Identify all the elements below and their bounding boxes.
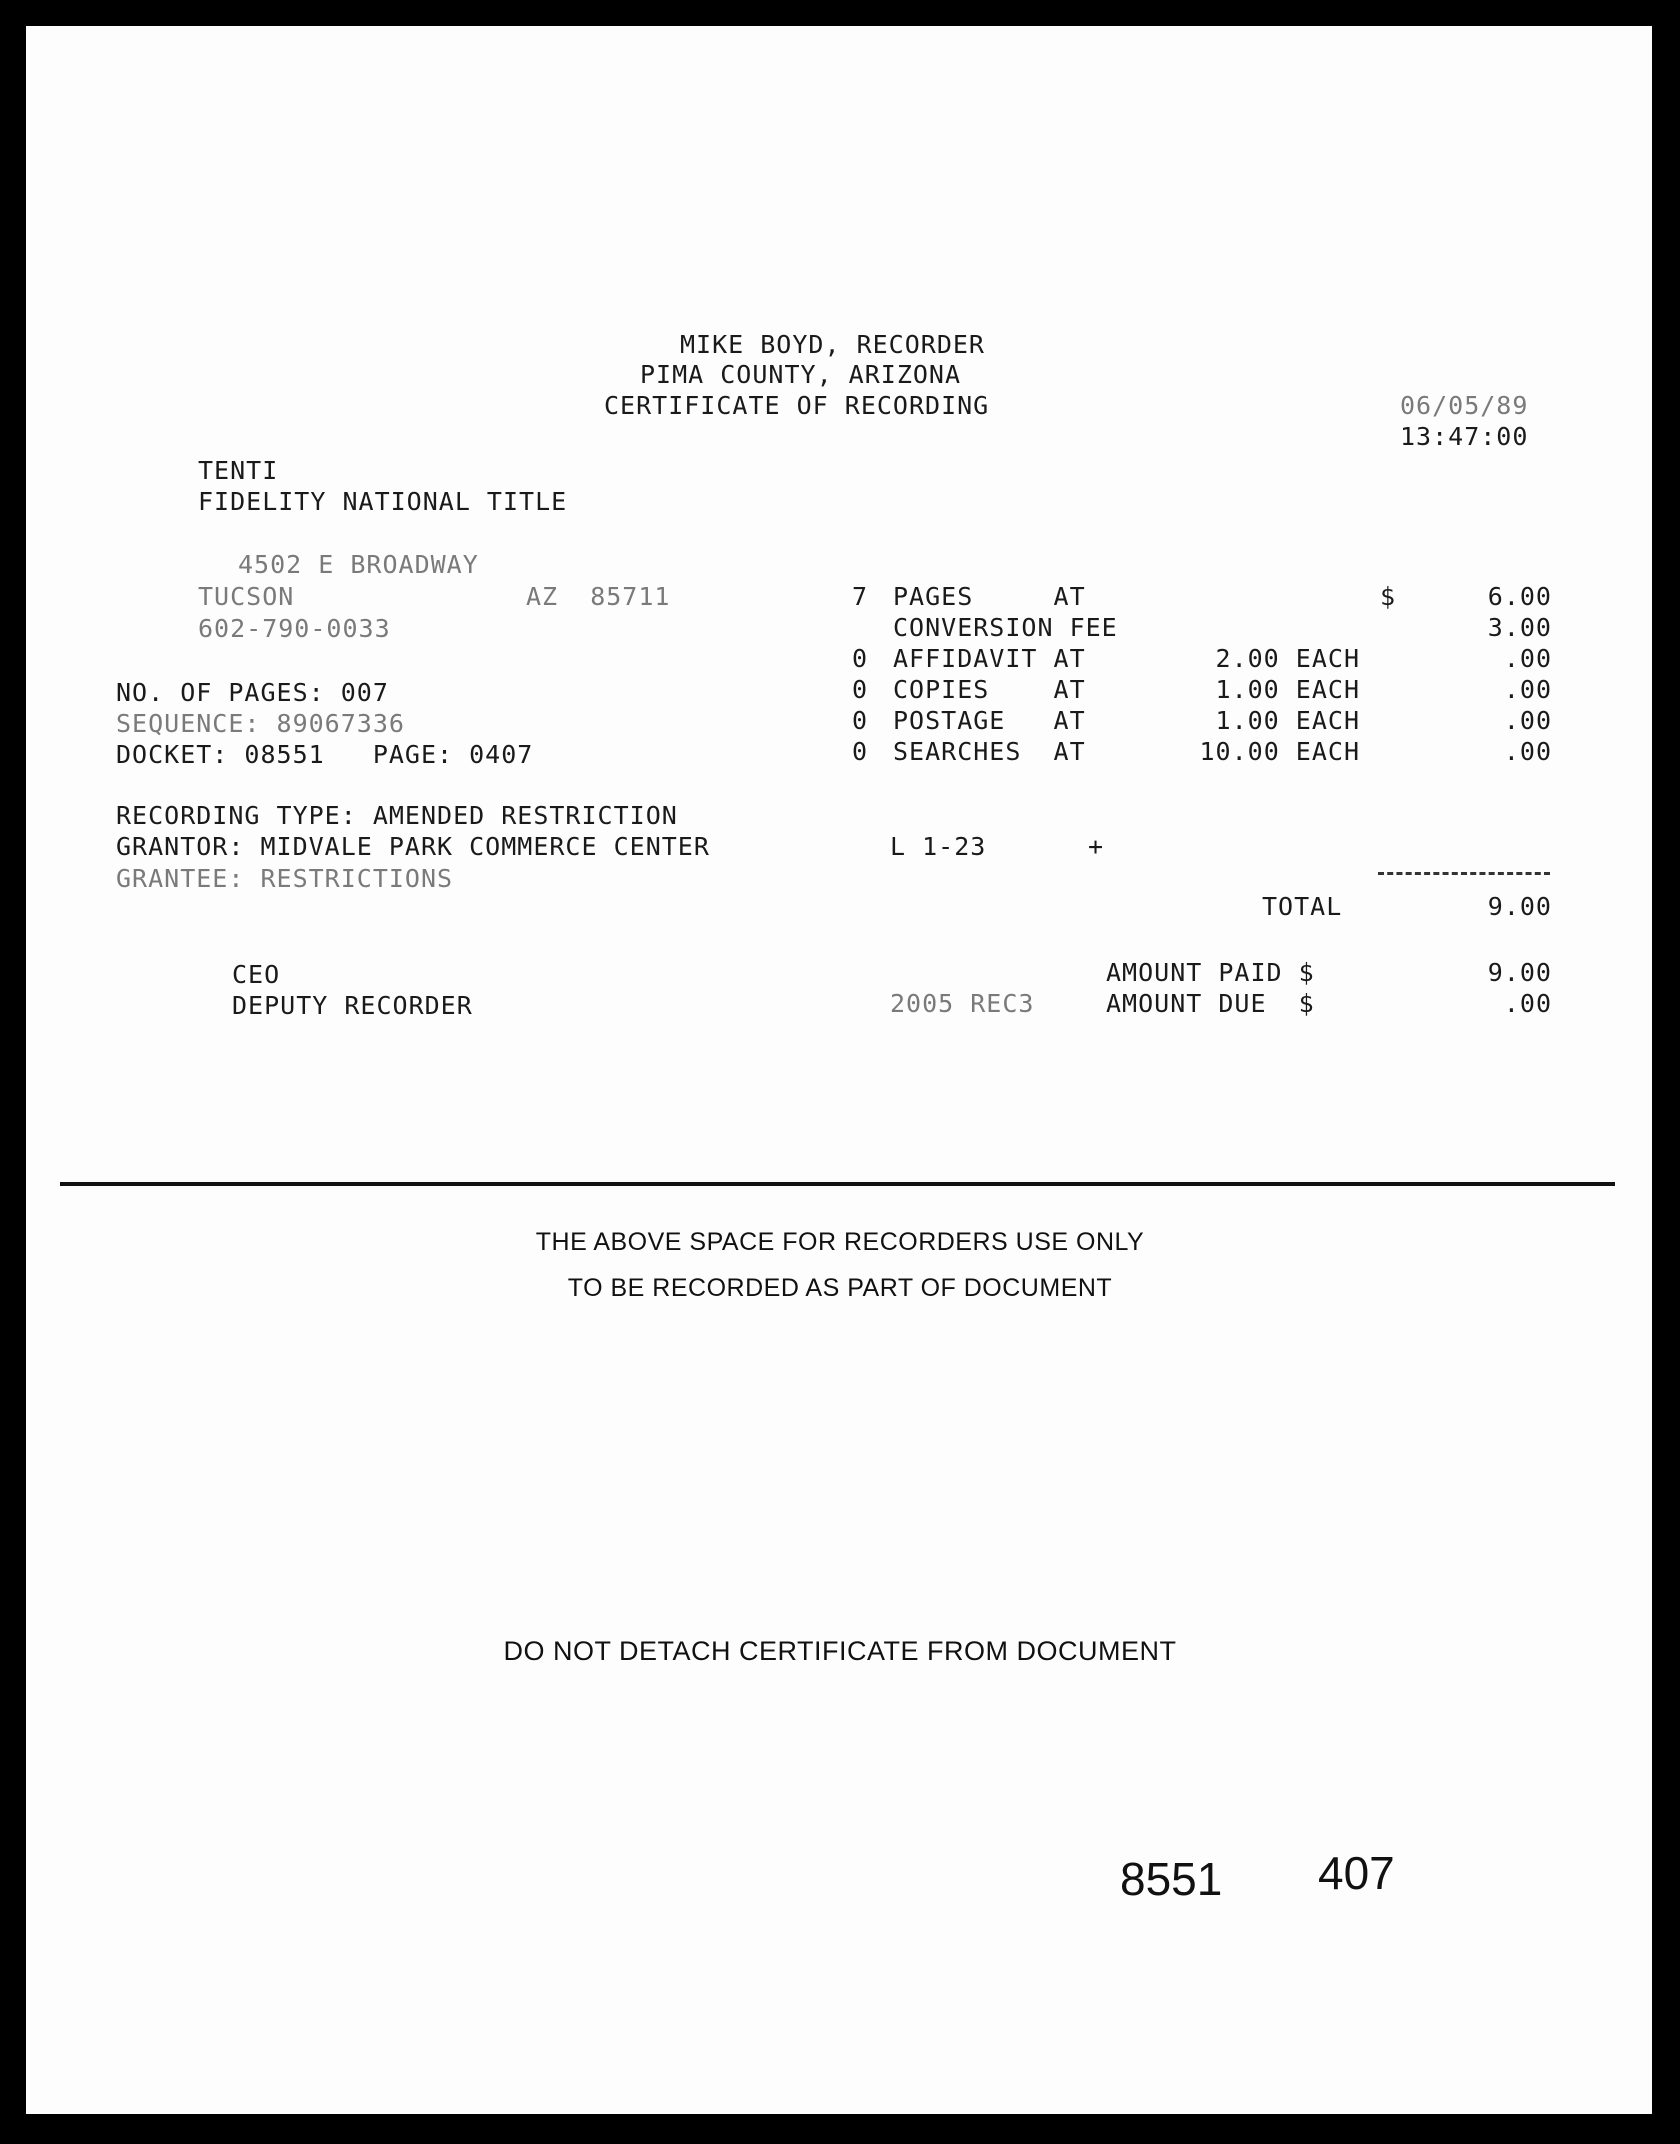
recording-type: RECORDING TYPE: AMENDED RESTRICTION: [116, 801, 678, 830]
fee-amount: 3.00: [1487, 613, 1552, 642]
fee-each: 1.00 EACH: [1215, 706, 1360, 735]
amount-paid-label: AMOUNT PAID $: [1106, 958, 1315, 987]
addressee-city: TUCSON: [198, 582, 295, 611]
footer-page-number: 407: [1318, 1847, 1395, 1899]
fee-each: 2.00 EACH: [1215, 644, 1360, 673]
recording-time: 13:47:00: [1400, 422, 1529, 451]
grantee: GRANTEE: RESTRICTIONS: [116, 864, 454, 893]
fee-amount: .00: [1503, 644, 1552, 673]
recorders-use-note: THE ABOVE SPACE FOR RECORDERS USE ONLY: [535, 1228, 1145, 1256]
number-of-pages: NO. OF PAGES: 007: [116, 678, 389, 707]
amount-paid-value: 9.00: [1487, 958, 1552, 987]
footer-docket-number: 8551: [1120, 1853, 1223, 1905]
amount-due-label: AMOUNT DUE $: [1106, 989, 1315, 1018]
fee-desc: SEARCHES AT: [893, 737, 1086, 766]
recorder-name: MIKE BOYD, RECORDER: [680, 330, 985, 359]
fee-desc: AFFIDAVIT AT: [893, 644, 1086, 673]
fee-amount: 6.00: [1487, 582, 1552, 611]
fee-desc: CONVERSION FEE: [893, 613, 1118, 642]
addressee-street: 4502 E BROADWAY: [238, 550, 479, 579]
deputy-title: DEPUTY RECORDER: [232, 991, 473, 1020]
fee-desc: COPIES AT: [893, 675, 1086, 704]
fee-amount: .00: [1503, 675, 1552, 704]
addressee-phone: 602-790-0033: [198, 614, 391, 643]
fee-qty: 7: [852, 582, 869, 611]
deputy-initials: CEO: [232, 960, 281, 989]
total-label: TOTAL: [1262, 892, 1343, 921]
fee-qty: 0: [852, 706, 869, 735]
recording-date: 06/05/89: [1400, 391, 1529, 420]
addressee-company: FIDELITY NATIONAL TITLE: [198, 487, 568, 516]
fee-qty: 0: [852, 644, 869, 673]
certificate-title: CERTIFICATE OF RECORDING: [604, 391, 990, 420]
do-not-detach-note: DO NOT DETACH CERTIFICATE FROM DOCUMENT: [503, 1636, 1177, 1666]
fee-qty: 0: [852, 675, 869, 704]
plus-mark: +: [1088, 832, 1105, 861]
fee-amount: .00: [1503, 706, 1552, 735]
dollar-sign: $: [1380, 582, 1397, 611]
amount-due-value: .00: [1503, 989, 1552, 1018]
addressee-state-zip: AZ 85711: [526, 582, 671, 611]
fee-desc: PAGES AT: [893, 582, 1086, 611]
total-value: 9.00: [1487, 892, 1552, 921]
fee-amount: .00: [1503, 737, 1552, 766]
county-name: PIMA COUNTY, ARIZONA: [640, 360, 962, 389]
fee-each: 10.00 EACH: [1199, 737, 1360, 766]
sequence-number: SEQUENCE: 89067336: [116, 709, 405, 738]
part-of-document-note: TO BE RECORDED AS PART OF DOCUMENT: [567, 1274, 1113, 1302]
grantor: GRANTOR: MIDVALE PARK COMMERCE CENTER: [116, 832, 710, 861]
recording-code: 2005 REC3: [890, 989, 1035, 1018]
docket-page: DOCKET: 08551 PAGE: 0407: [116, 740, 534, 769]
section-divider: [60, 1182, 1615, 1186]
fee-desc: POSTAGE AT: [893, 706, 1086, 735]
addressee-name: TENTI: [198, 456, 279, 485]
lot-range: L 1-23: [890, 832, 987, 861]
total-underline: [1378, 872, 1550, 875]
fee-each: 1.00 EACH: [1215, 675, 1360, 704]
fee-qty: 0: [852, 737, 869, 766]
